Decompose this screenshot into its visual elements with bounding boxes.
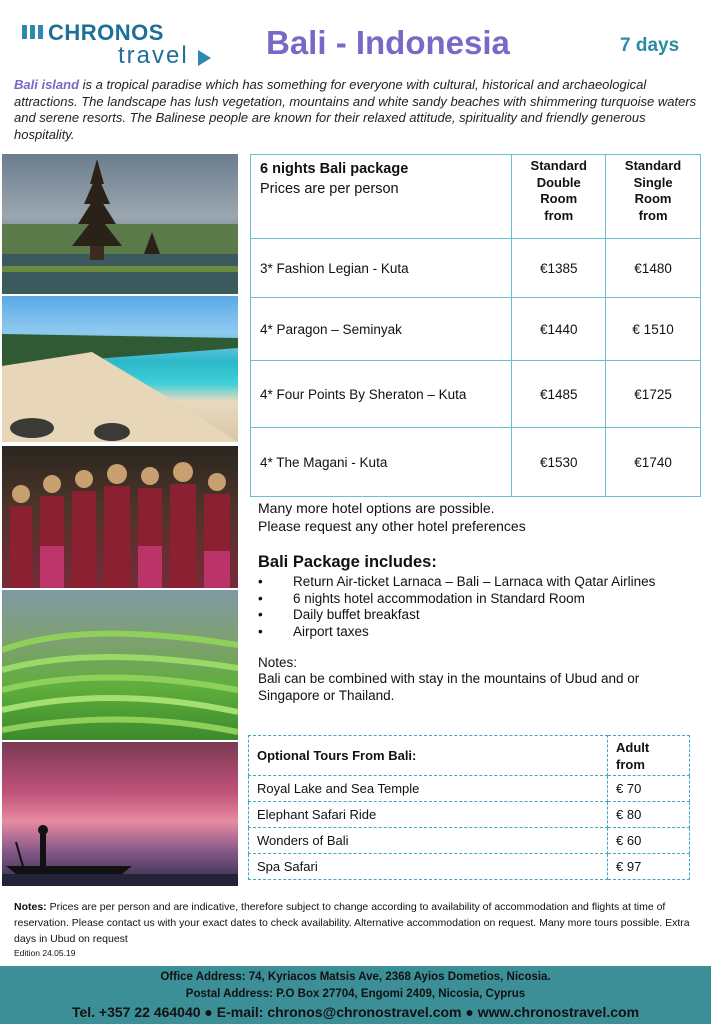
hotel-name: 3* Fashion Legian - Kuta [251, 239, 512, 298]
postal-address: Postal Address: P.O Box 27704, Engomi 2409, Nicosia, Cyprus [185, 988, 526, 1000]
single-header-line: Single [633, 174, 673, 190]
single-header-line: Standard [624, 158, 682, 173]
optional-tours-table [248, 735, 690, 880]
tour-price: € 60 [608, 828, 690, 854]
table-row [249, 802, 690, 828]
double-header-line: Double [536, 174, 581, 190]
single-room-header [606, 155, 701, 239]
edition-date: Edition 24.05.19 [14, 948, 76, 958]
list-item: • Daily buffet breakfast [258, 607, 655, 624]
beach-photo [2, 296, 238, 442]
list-item: • 6 nights hotel accommodation in Standard Room [258, 591, 655, 608]
chronos-travel-logo [22, 20, 222, 68]
intro-lead: Bali island [14, 77, 80, 92]
trip-duration: 7 days [620, 35, 680, 56]
table-row [251, 239, 701, 298]
dancers-photo-art [2, 446, 238, 588]
double-price: €1530 [512, 428, 606, 497]
list-item: • Airport taxes [258, 624, 655, 641]
footnote-text: Prices are per person and are indicative, therefore subject to change according to availability of accommodation and flights at time of reservation. Please contact us with your exact dates to check availability. Alternative accommodation on request. Many more tours possible. Extra days in Ubud on request [14, 901, 690, 945]
more-options-line: Please request any other hotel preferences [258, 518, 526, 534]
contact-line: Tel. +357 22 464040 ● E-mail: chronos@chronostravel.com ● www.chronostravel.com [71, 1004, 640, 1020]
tour-name: Wonders of Bali [249, 828, 608, 854]
rice-terraces-photo-art [2, 590, 238, 740]
tour-name: Spa Safari [249, 854, 608, 880]
tour-price: € 80 [608, 802, 690, 828]
double-header-line: from [544, 207, 574, 223]
table-row [251, 361, 701, 428]
double-room-header [512, 155, 606, 239]
package-price-table [250, 154, 701, 497]
tour-name: Royal Lake and Sea Temple [249, 776, 608, 802]
footnote-label: Notes: [14, 901, 47, 913]
intro-text: is a tropical paradise which has something for everyone with cultural, historical and archaeological attractions. The landscape has lush vegetation, mountains and white sandy beaches with shimmering turquoise waters and serene resorts. The Balinese people are known for their relaxed attitude, spirituality and friendly generous hospitality. [14, 77, 697, 142]
table-row [249, 854, 690, 880]
logo-brand-top: CHRONOS [48, 20, 164, 45]
table-row [251, 428, 701, 497]
package-title: 6 nights Bali package [260, 161, 409, 177]
table-row [249, 776, 690, 802]
double-price: €1385 [512, 239, 606, 298]
double-price: €1485 [512, 361, 606, 428]
includes-list [258, 574, 655, 640]
tour-price: € 97 [608, 854, 690, 880]
play-arrow-icon [198, 50, 211, 66]
double-header-line: Standard [530, 158, 587, 173]
beach-photo-art [2, 296, 238, 442]
price-table-header [251, 155, 701, 239]
includes-heading: Bali Package includes: [258, 553, 437, 571]
table-row [251, 298, 701, 361]
tours-header-row [249, 736, 690, 776]
single-price: € 1510 [606, 298, 701, 361]
more-options-text [258, 499, 526, 535]
tours-title-text: Optional Tours From Bali: [257, 748, 417, 763]
package-header-cell [251, 155, 512, 239]
double-header-line: Room [540, 191, 578, 206]
office-address: Office Address: 74, Kyriacos Matsis Ave, 2368 Ayios Dometios, Nicosia. [160, 971, 551, 983]
temple-photo [2, 154, 238, 294]
logo-bars-icon [22, 25, 43, 39]
single-price: €1725 [606, 361, 701, 428]
page-title: Bali - Indonesia [266, 24, 510, 61]
tour-price: € 70 [608, 776, 690, 802]
logo-brand-bottom: travel [118, 42, 189, 69]
hotel-name: 4* Four Points By Sheraton – Kuta [251, 361, 512, 428]
single-price: €1480 [606, 239, 701, 298]
footnote [14, 899, 700, 947]
notes-text: Bali can be combined with stay in the mountains of Ubud and or Singapore or Thailand. [258, 671, 640, 703]
contact-footer [0, 966, 711, 1024]
single-price: €1740 [606, 428, 701, 497]
single-header-line: Room [634, 191, 672, 206]
adult-header-line: Adult [616, 739, 650, 755]
temple-photo-art [2, 154, 238, 294]
more-options-line: Many more hotel options are possible. [258, 500, 495, 516]
adult-price-header [608, 736, 690, 776]
table-row [249, 828, 690, 854]
adult-header-line: from [616, 756, 645, 772]
intro-paragraph [14, 77, 698, 143]
sunset-boat-photo [2, 742, 238, 886]
hotel-name: 4* Paragon – Seminyak [251, 298, 512, 361]
tours-title [249, 736, 608, 776]
sunset-boat-photo-art [2, 742, 238, 886]
double-price: €1440 [512, 298, 606, 361]
single-header-line: from [638, 207, 668, 223]
tour-name: Elephant Safari Ride [249, 802, 608, 828]
hotel-name: 4* The Magani - Kuta [251, 428, 512, 497]
dancers-photo [2, 446, 238, 588]
notes-label: Notes: [258, 655, 298, 670]
package-subtitle: Prices are per person [260, 181, 399, 197]
list-item: • Return Air-ticket Larnaca – Bali – Larnaca with Qatar Airlines [258, 574, 655, 591]
rice-terraces-photo [2, 590, 238, 740]
